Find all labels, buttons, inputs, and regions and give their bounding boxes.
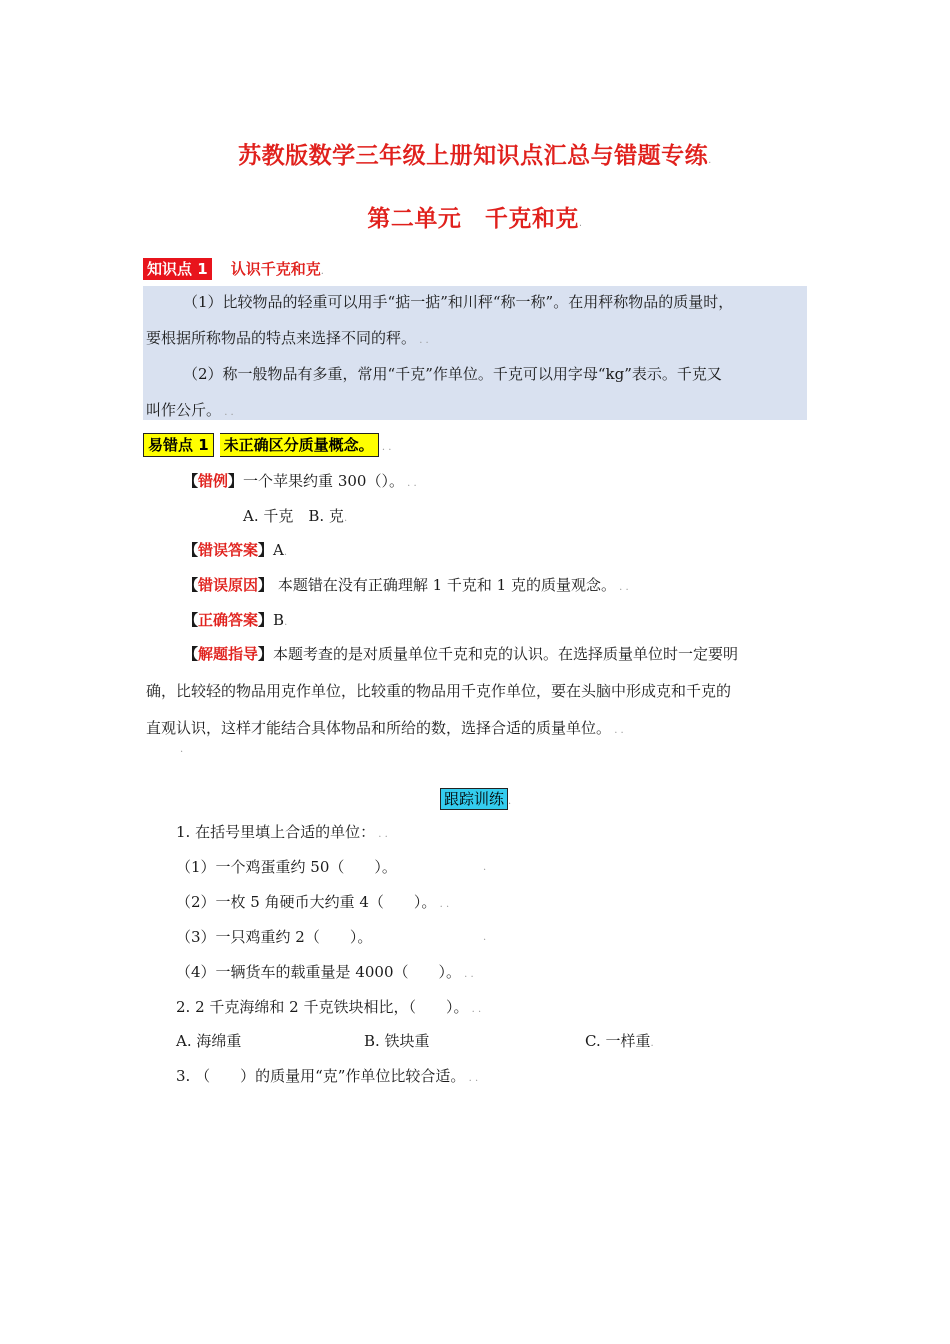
knowledge-point-header: 知识点 1 认识千克和克. — [143, 258, 324, 279]
knowledge-point-heading: 认识千克和克 — [230, 260, 321, 278]
question-1-item-4: （4）一辆货车的载重量是 4000（ ）。 . . — [176, 963, 474, 981]
unit-title: 第二单元 千克和克. — [367, 206, 583, 232]
question-1-item-2: （2）一枚 5 角硬币大约重 4（ ）。 . . — [176, 893, 450, 911]
knowledge-point-tag: 知识点 1 — [143, 258, 212, 280]
question-2-option-a: A. 海绵重 — [176, 1032, 242, 1050]
example-options: A. 千克 B. 克. — [243, 507, 348, 525]
question-3: 3. （ ）的质量用“克”作单位比较合适。 . . — [176, 1067, 479, 1085]
practice-heading: 跟踪训练 . — [440, 788, 511, 809]
question-2-option-c: C. 一样重. — [585, 1032, 654, 1050]
question-2-option-b: B. 铁块重 — [364, 1032, 430, 1050]
example-row: 【错例】一个苹果约重 300（）。 . . — [183, 472, 417, 490]
knowledge-line-2: 要根据所称物品的特点来选择不同的秤。 . . — [146, 329, 429, 347]
reason-row: 【错误原因】 本题错在没有正确理解 1 千克和 1 克的质量观念。 . . — [183, 576, 629, 594]
question-1-item-3: （3）一只鸡重约 2（ ）。 — [176, 928, 373, 946]
wrong-answer-row: 【错误答案】A. — [183, 541, 288, 559]
mark: . — [483, 862, 487, 873]
guide-row: 【解题指导】本题考查的是对质量单位千克和克的认识。在选择质量单位时一定要明 — [183, 645, 739, 663]
correct-answer-row: 【正确答案】B. — [183, 611, 288, 629]
paragraph-mark: . — [180, 744, 184, 755]
mark: . — [483, 932, 487, 943]
guide-line-2: 确，比较轻的物品用克作单位，比较重的物品用千克作单位，要在头脑中形成克和千克的 — [146, 682, 732, 700]
question-2: 2. 2 千克海绵和 2 千克铁块相比，（ ）。 . . — [176, 998, 482, 1016]
question-1: 1. 在括号里填上合适的单位： . . — [176, 823, 388, 841]
knowledge-line-3: （2）称一般物品有多重，常用“千克”作单位。千克可以用字母“kg”表示。千克又 — [183, 365, 722, 383]
mistake-point-heading: 未正确区分质量概念。 — [220, 433, 379, 457]
knowledge-line-1: （1）比较物品的轻重可以用手“掂一掂”和川秤“称一称”。在用秤称物品的质量时， — [183, 293, 734, 311]
knowledge-line-4: 叫作公斤。 . . — [146, 401, 234, 419]
question-1-item-1: （1）一个鸡蛋重约 50（ ）。 — [176, 858, 397, 876]
document-title: 苏教版数学三年级上册知识点汇总与错题专练. — [238, 143, 712, 169]
mistake-point-header: 易错点 1 未正确区分质量概念。 . . — [143, 434, 391, 455]
mistake-point-tag: 易错点 1 — [143, 433, 214, 457]
guide-line-3: 直观认识，这样才能结合具体物品和所给的数，选择合适的质量单位。 . . — [146, 719, 624, 737]
